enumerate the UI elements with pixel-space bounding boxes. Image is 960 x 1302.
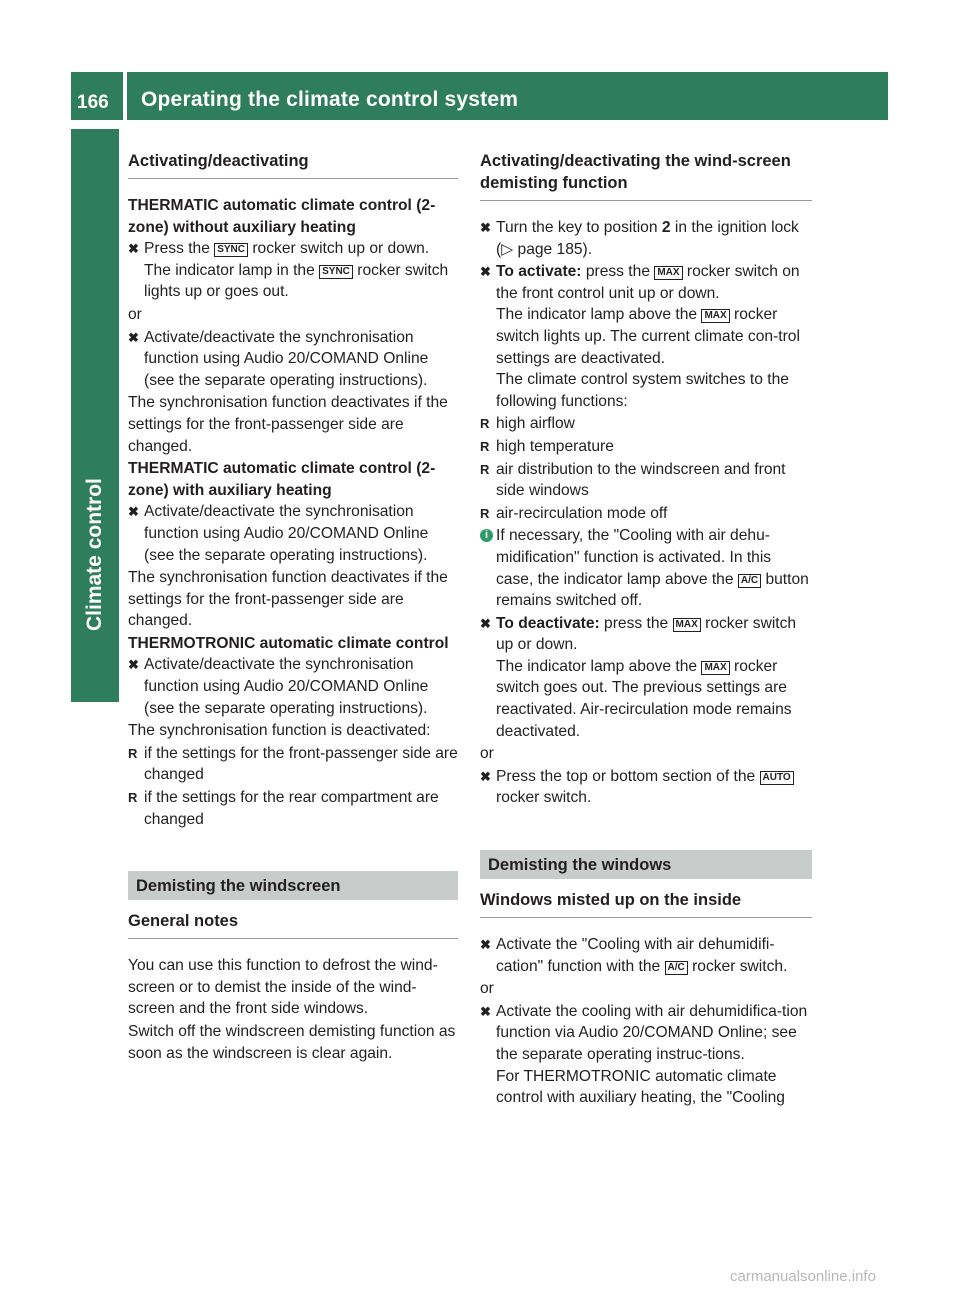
or-text: or (480, 745, 494, 763)
left-column (128, 150, 458, 1065)
step-activate-sync: ✖ Activate/deactivate the synchronisation function using Audio 20/COMAND Online (see the separate operating instructions). (128, 328, 429, 389)
arrow-icon: ✖ (480, 615, 491, 631)
paragraph: You can use this function to defrost the wind-screen or to demist the inside of the wind-screen and the front side windows. (128, 957, 438, 1018)
section-heading-activating: Activating/deactivating (128, 150, 458, 179)
sync-icon: SYNC (214, 243, 248, 257)
step-turn-key: ✖ Turn the key to position 2 in the ignition lock (▷ page 185). (480, 219, 799, 258)
info-note: i If necessary, the "Cooling with air dehu-midification" function is activated. In this case, the indicator lamp above the A/C button remains switched off. (480, 525, 812, 611)
bullet-icon: R (480, 416, 490, 432)
step-activate-cooling-comand: ✖ Activate the cooling with air dehumidifica-tion function via Audio 20/COMAND Online; see the separate operating instruc-tions. For THERMOTRONIC automatic climate control with auxiliary heating, the "Cooling (480, 1002, 808, 1107)
bullet-icon: R (128, 790, 138, 806)
step-to-activate: ✖ To activate: press the MAX rocker switch on the front control unit up or down. The indicator lamp above the MAX rocker switch lights up. The current climate con-trol settings are deactivated. The climate control system switches to the following functions: (480, 263, 800, 410)
gray-heading-windows: Demisting the windows (480, 850, 812, 879)
footer-watermark: carmanualsonline.info (730, 1268, 876, 1285)
list-item: R air distribution to the windscreen and front side windows (480, 460, 786, 500)
arrow-icon: ✖ (480, 937, 491, 953)
right-column (480, 150, 812, 1110)
bullet-icon: R (480, 461, 490, 477)
list-item: R if the settings for the rear compartment are changed (128, 789, 439, 828)
subheading-thermatic-no-aux: THERMATIC automatic climate control (2-zone) without auxiliary heating (128, 197, 436, 236)
bullet-icon: R (480, 505, 490, 521)
page-number: 166 (77, 92, 109, 113)
or-text: or (128, 305, 142, 323)
paragraph: The synchronisation function deactivates if the settings for the front-passenger side are changed. (128, 394, 448, 455)
step-press-auto: ✖ Press the top or bottom section of the AUTO rocker switch. (480, 766, 812, 809)
subheading-thermotronic: THERMOTRONIC automatic climate control (128, 634, 449, 652)
defrost-max-icon: MAX (654, 266, 682, 280)
step-activate-cooling: ✖ Activate the "Cooling with air dehumidifi-cation" function with the A/C rocker switch. (480, 936, 788, 975)
side-tab-label: Climate control (83, 478, 106, 631)
bullet-icon: R (480, 438, 490, 454)
arrow-icon: ✖ (480, 220, 491, 235)
step-activate-sync: ✖ Activate/deactivate the synchronisation function using Audio 20/COMAND Online (see the separate operating instructions). (128, 503, 429, 564)
ac-icon: A/C (738, 574, 761, 588)
info-icon: i (480, 529, 493, 542)
list-item: R high temperature (480, 436, 812, 458)
section-heading-windows-misted: Windows misted up on the inside (480, 889, 812, 918)
list-item: R high airflow (480, 413, 812, 435)
section-heading-windscreen-demisting: Activating/deactivating the wind-screen demisting function (480, 150, 812, 201)
page-title: Operating the climate control system (141, 88, 519, 111)
arrow-icon: ✖ (128, 504, 139, 520)
arrow-icon: ✖ (128, 329, 139, 345)
step-activate-sync: ✖ Activate/deactivate the synchronisation function using Audio 20/COMAND Online (see the separate operating instructions). (128, 656, 429, 717)
paragraph: The synchronisation function is deactivated: (128, 722, 431, 740)
arrow-icon: ✖ (480, 264, 491, 280)
ac-icon: A/C (665, 961, 688, 975)
list-item: R if the settings for the front-passenger side are changed (128, 744, 458, 784)
subheading-thermatic-aux: THERMATIC automatic climate control (2-zone) with auxiliary heating (128, 460, 436, 499)
step-press-sync: ✖ Press the SYNC rocker switch up or down. The indicator lamp in the SYNC rocker switch lights up or goes out. (128, 240, 449, 301)
list-item: R air-recirculation mode off (480, 503, 812, 525)
paragraph: The synchronisation function deactivates if the settings for the front-passenger side are changed. (128, 569, 448, 630)
or-text: or (480, 980, 494, 998)
auto-icon: AUTO (760, 771, 794, 785)
arrow-icon: ✖ (480, 768, 491, 784)
header-divider (123, 72, 127, 120)
bullet-icon: R (128, 745, 138, 761)
paragraph: Switch off the windscreen demisting function as soon as the windscreen is clear again. (128, 1023, 456, 1062)
arrow-icon: ✖ (128, 241, 139, 257)
arrow-icon: ✖ (128, 657, 139, 673)
defrost-max-icon: MAX (701, 309, 729, 323)
step-to-deactivate: ✖ To deactivate: press the MAX rocker switch up or down. The indicator lamp above the MAX rocker switch goes out. The previous settings are reactivated. Air-recirculation mode remains deactivated. (480, 614, 797, 740)
gray-heading-windscreen: Demisting the windscreen (128, 871, 458, 900)
section-heading-general-notes: General notes (128, 910, 458, 939)
arrow-icon: ✖ (480, 1003, 491, 1019)
defrost-max-icon: MAX (701, 661, 729, 675)
defrost-max-icon: MAX (673, 618, 701, 632)
sync-icon: SYNC (319, 265, 353, 279)
